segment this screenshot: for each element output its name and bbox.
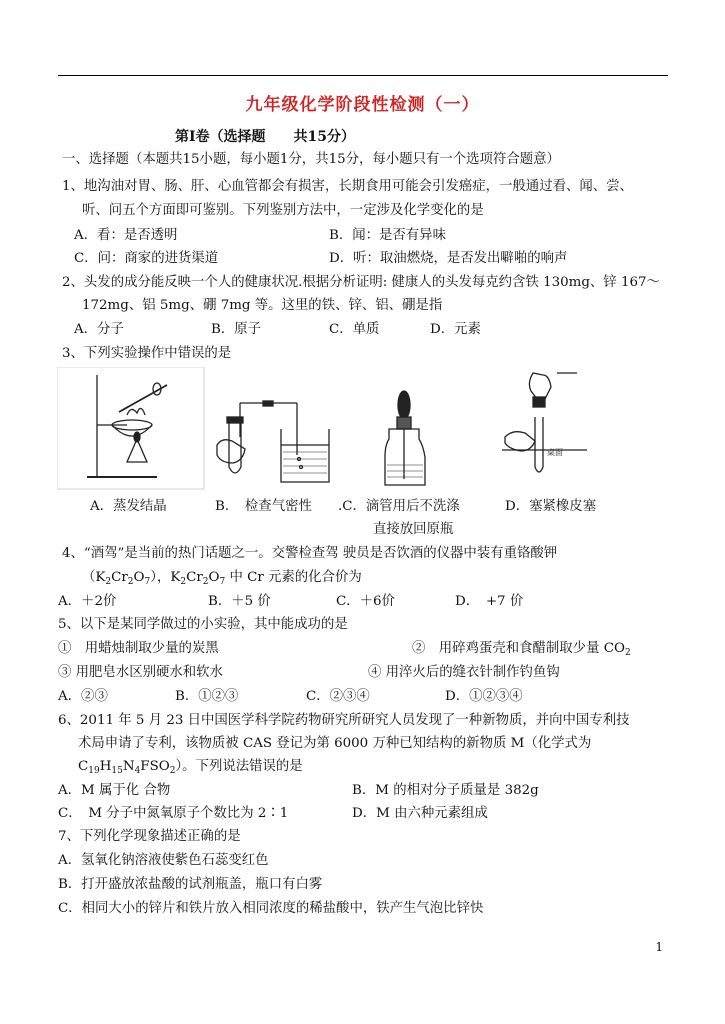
q1-option-d: D．听：取油燃烧，是否发出噼啪的响声 — [329, 251, 568, 266]
q3-option-c: .C．滴管用后不洗涤 — [338, 499, 460, 514]
q6-stem-line2: 术局申请了专利，该物质被 CAS 登记为第 6000 万种已知结构的新物质 M（化学式为 — [78, 736, 592, 751]
q4-stem-line2: $(K_2Cr_2O_7)$，$K_2Cr_2O_7$ 中 Cr 元素的化合价为 — [82, 570, 362, 587]
q3-apparatus-figures — [57, 367, 668, 492]
section-instructions: 一、选择题（本题共15小题，每小题1分，共15分，每小题只有一个选项符合题意） — [62, 152, 560, 167]
q5-item-1: ① 用蜡烛制取少量的炭黑 — [58, 641, 219, 656]
q6-option-b: B．M 的相对分子质量是 382g — [352, 783, 539, 798]
q3-option-c-line2: 直接放回原瓶 — [373, 522, 454, 537]
section-subtitle: 第Ⅰ卷（选择题 共15分） — [175, 129, 356, 145]
stopper-insertion-figure — [502, 373, 587, 472]
q1-option-a: A．看：是否透明 — [74, 228, 178, 243]
q1-stem-line2: 听、问五个方面即可鉴别。下列鉴别方法中，一定涉及化学变化的是 — [82, 203, 484, 218]
q2-option-d: D．元素 — [430, 322, 481, 337]
airtightness-check-figure — [217, 401, 329, 482]
page-title: 九年级化学阶段性检测（一） — [245, 95, 480, 115]
page-number: 1 — [655, 940, 663, 954]
table-surface-label: 桌面 — [547, 448, 563, 457]
q5-item-4: ④ 用淬火后的缝衣针制作钓鱼钩 — [368, 665, 560, 680]
q7-option-b: B．打开盛放浓盐酸的试剂瓶盖，瓶口有白雾 — [58, 877, 323, 892]
q1-option-c: C．问：商家的进货渠道 — [74, 251, 219, 266]
q7-stem: 7、下列化学现象描述正确的是 — [58, 829, 241, 844]
q4-option-a: A．＋2价 — [58, 594, 117, 609]
q2-option-c: C．单质 — [329, 322, 380, 337]
q5-option-d: D．①②③④ — [445, 689, 523, 704]
q2-option-a: A．分子 — [74, 322, 124, 337]
header-rule — [58, 75, 668, 76]
q6-stem-line3: $C_{19}H_{15}N_4FSO_2$）。下列说法错误的是 — [78, 759, 303, 776]
evaporation-apparatus-figure — [57, 367, 204, 489]
q2-option-b: B．原子 — [211, 322, 262, 337]
q2-stem-line2: 172mg、铝 5mg、硼 7mg 等。这里的铁、锌、铝、硼是指 — [82, 298, 443, 313]
q4-option-c: C．＋6价 — [336, 594, 395, 609]
q6-option-a: A．M 属于化 合物 — [58, 783, 171, 798]
q2-stem-line1: 2、头发的成分能反映一个人的健康状况.根据分析证明: 健康人的头发每克约含铁 130mg、锌 167～ — [62, 275, 660, 290]
q6-option-c: C． M 分子中氮氧原子个数比为 2∶1 — [58, 806, 289, 821]
q6-option-d: D．M 由六种元素组成 — [352, 806, 488, 821]
q7-option-c: C．相同大小的锌片和铁片放入相同浓度的稀盐酸中，铁产生气泡比锌快 — [58, 901, 484, 916]
q5-stem: 5、以下是某同学做过的小实验，其中能成功的是 — [58, 617, 348, 632]
q4-option-b: B．＋5 价 — [208, 594, 271, 609]
q5-option-a: A．②③ — [58, 689, 108, 704]
q5-item-2: ② 用碎鸡蛋壳和食醋制取少量 $CO_2$ — [412, 641, 631, 658]
q3-stem: 3、下列实验操作中错误的是 — [62, 346, 232, 361]
q3-option-b: B． 检查气密性 — [215, 499, 312, 514]
dropper-bottle-figure — [385, 391, 425, 485]
q4-option-d: D． +7 价 — [455, 594, 524, 609]
q5-option-c: C．②③④ — [306, 689, 370, 704]
q1-stem-line1: 1、地沟油对胃、肠、肝、心血管都会有损害，长期食用可能会引发癌症，一般通过看、闻、尝、 — [62, 179, 633, 194]
q5-item-3: ③ 用肥皂水区别硬水和软水 — [58, 665, 223, 680]
q3-option-d: D．塞紧橡皮塞 — [505, 499, 597, 514]
q4-stem-line1: 4、“酒驾”是当前的热门话题之一。交警检查驾 驶员是否饮酒的仪器中装有重铬酸钾 — [62, 546, 558, 561]
q7-option-a: A．氢氧化钠溶液使紫色石蕊变红色 — [58, 853, 269, 868]
q1-option-b: B．闻：是否有异味 — [329, 228, 446, 243]
q3-option-a: A．蒸发结晶 — [90, 499, 167, 514]
q6-stem-line1: 6、2011 年 5 月 23 日中国医学科学院药物研究所研究人员发现了一种新物质，并向中国专利技 — [58, 713, 630, 728]
q5-option-b: B．①②③ — [175, 689, 239, 704]
